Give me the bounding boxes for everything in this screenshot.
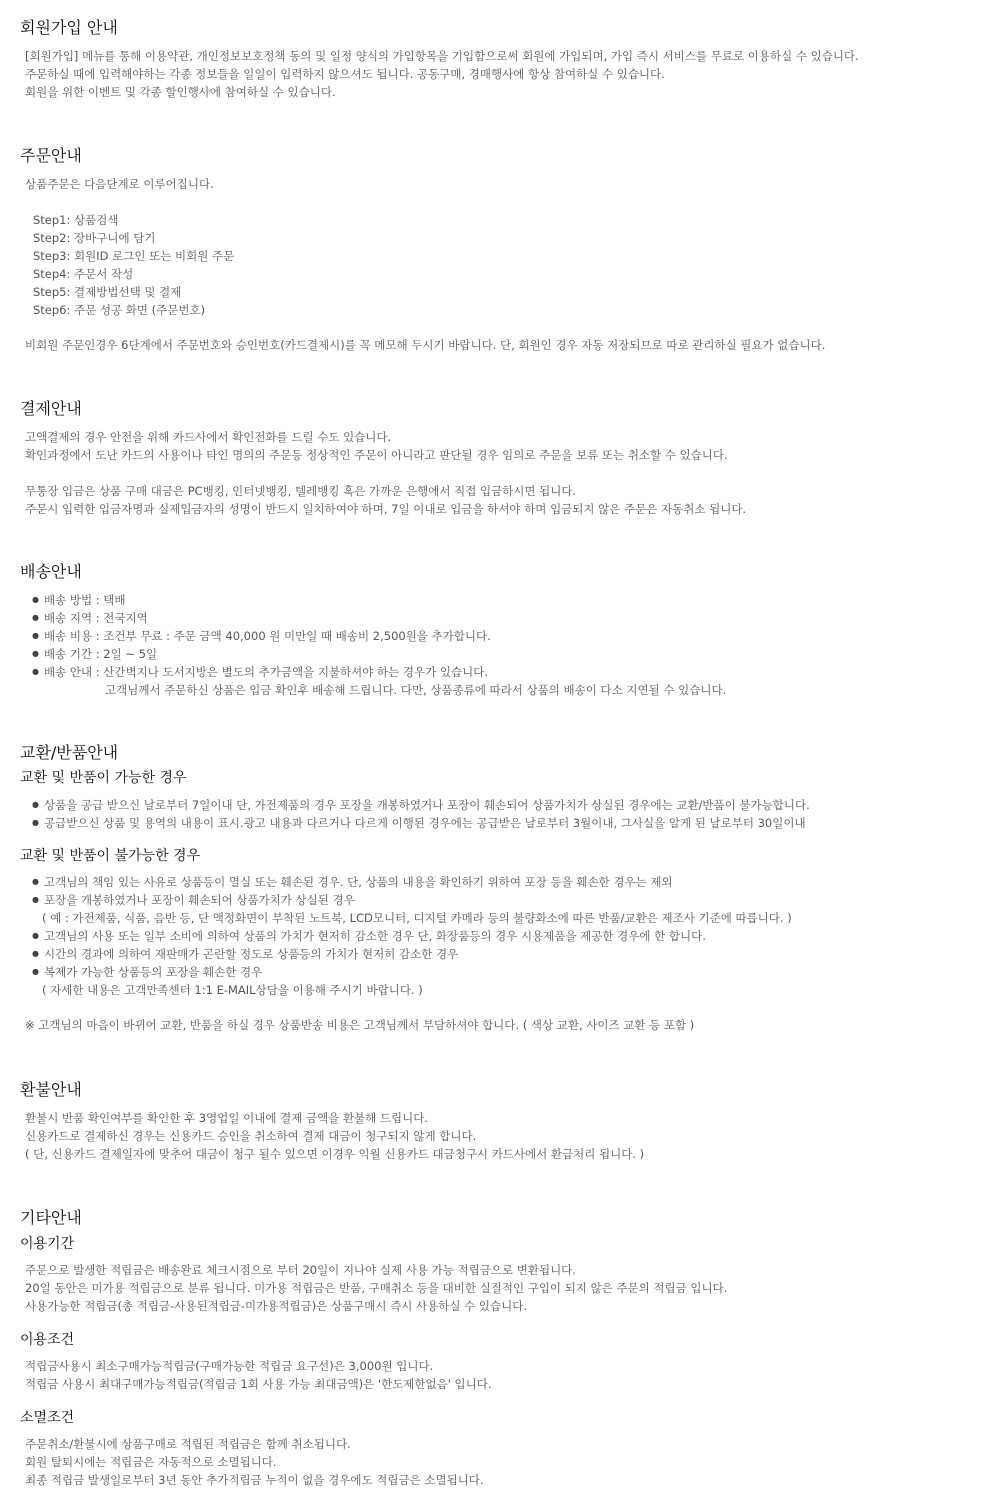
exchange-note: ※ 고객님의 마음이 바뀌어 교환, 반품을 하실 경우 상품반송 비용은 고객님께서 부담하셔야 합니다. ( 색상 교환, 사이즈 교환 등 포함 ) <box>25 1018 695 1032</box>
etc-period-line: 주문으로 발생한 적립금은 배송완료 체크시점으로 부터 20일이 지나야 실제 사용 가능 적립금으로 변환됩니다. <box>25 1263 576 1277</box>
etc-condition-line: 적립금사용시 최소구매가능적립금(구매가능한 적립금 요구선)은 3,000원 입니다. <box>25 1359 434 1373</box>
order-step: Step3: 회원ID 로그인 또는 비회원 주문 <box>33 249 235 263</box>
exchange-paren-note: ( 자세한 내용은 고객만족센터 1:1 E-MAIL상담을 이용해 주시기 바랍니다. ) <box>42 983 423 997</box>
payment-line: 주문시 입력한 입금자명과 실제입금자의 성명이 반드시 일치하여야 하며, 7일 이내로 입금을 하셔야 하며 입금되지 않은 주문은 자동취소 됩니다. <box>25 502 747 516</box>
etc-period-line: 20일 동안은 미가용 적립금으로 분류 됩니다. 미가용 적립금은 반품, 구매취소 등을 대비한 실질적인 구입이 되지 않은 주문의 적립금 입니다. <box>25 1281 728 1295</box>
exchange-possible-item: ● 상품을 공급 받으신 날로부터 7일이내 단, 가전제품의 경우 포장을 개봉하였거나 포장이 훼손되어 상품가치가 상실된 경우에는 교환/반품이 불가능합니다. <box>32 796 810 814</box>
exchange-impossible-item: ● 고객님의 사용 또는 일부 소비에 의하여 상품의 가치가 현저히 감소한 경우 단, 화장품등의 경우 시용제품을 제공한 경우에 한 합니다. <box>32 927 706 945</box>
exchange-possible-title: 교환 및 반품이 가능한 경우 <box>20 770 187 786</box>
payment-title: 결제안내 <box>20 399 82 418</box>
exchange-title: 교환/반품안내 <box>20 743 119 762</box>
shipping-title: 배송안내 <box>20 562 82 581</box>
payment-line: 확인과정에서 도난 카드의 사용이나 타인 명의의 주문등 정상적인 주문이 아니라고 판단될 경우 임의로 주문을 보류 또는 취소할 수 있습니다. <box>25 448 728 462</box>
order-title: 주문안내 <box>20 146 82 165</box>
etc-condition-line: 적립금 사용시 최대구매가능적립금(적립금 1회 사용 가능 최대금액)은 '한도제한없음' 입니다. <box>25 1377 492 1391</box>
order-step: Step5: 결제방법선택 및 결제 <box>33 285 182 299</box>
refund-title: 환불안내 <box>20 1080 82 1099</box>
membership-line: [회원가입] 메뉴를 통해 이용약관, 개인정보보호정책 동의 및 일정 양식의 가입항목을 기입함으로써 회원에 가입되며, 가입 즉시 서비스를 무료로 이용하실 수 있습니다. <box>25 49 859 63</box>
etc-period-line: 사용가능한 적립금(총 적립금-사용된적립금-미가용적립금)은 상품구매시 즉시 사용하실 수 있습니다. <box>25 1299 527 1313</box>
etc-expire-line: 최종 적립금 발생일로부터 3년 동안 추가적립금 누적이 없을 경우에도 적립금은 소멸됩니다. <box>25 1473 484 1487</box>
order-step: Step6: 주문 성공 화면 (주문번호) <box>33 303 206 317</box>
shipping-item: ● 배송 비용 : 조건부 무료 : 주문 금액 40,000 원 미만일 때 배송비 2,500원을 추가합니다. <box>32 627 491 645</box>
exchange-paren-note: ( 예 : 가전제품, 식품, 음반 등, 단 액정화면이 부착된 노트북, LCD모니터, 디지털 카메라 등의 불량화소에 따른 반품/교환은 제조사 기준에 따릅니다. ) <box>42 911 792 925</box>
etc-expire-line: 회원 탈퇴시에는 적립금은 자동적으로 소멸됩니다. <box>25 1455 277 1469</box>
etc-expire-line: 주문취소/환불시에 상품구매로 적립된 적립금은 함께 취소됩니다. <box>25 1437 351 1451</box>
exchange-impossible-item: ● 포장을 개봉하였거나 포장이 훼손되어 상품가치가 상실된 경우 <box>32 891 355 909</box>
exchange-possible-item: ● 공급받으신 상품 및 용역의 내용이 표시.광고 내용과 다르거나 다르게 이행된 경우에는 공급받은 날로부터 3월이내, 그사실을 알게 된 날로부터 30일이내 <box>32 814 806 832</box>
exchange-impossible-item: ● 복제가 가능한 상품등의 포장을 훼손한 경우 <box>32 963 262 981</box>
etc-title: 기타안내 <box>20 1208 82 1227</box>
shipping-item: ● 배송 기간 : 2일 ~ 5일 <box>32 645 157 663</box>
exchange-impossible-item: ● 고객님의 책임 있는 사유로 상품등이 멸실 또는 훼손된 경우. 단, 상품의 내용을 확인하기 위하여 포장 등을 훼손한 경우는 제외 <box>32 873 673 891</box>
refund-line: 신용카드로 결제하신 경우는 신용카드 승인을 취소하여 결제 대금이 청구되지 않게 합니다. <box>25 1129 477 1143</box>
etc-condition-title: 이용조건 <box>20 1332 75 1348</box>
order-step: Step4: 주문서 작성 <box>33 267 134 281</box>
shipping-item: ● 배송 안내 : 산간벽지나 도서지방은 별도의 추가금액을 지불하셔야 하는 경우가 있습니다. <box>32 663 488 681</box>
etc-expire-title: 소멸조건 <box>20 1410 75 1426</box>
membership-title: 회원가입 안내 <box>20 18 118 37</box>
refund-line: 환불시 반품 확인여부를 확인한 후 3영업일 이내에 결제 금액을 환불해 드립니다. <box>25 1111 429 1125</box>
payment-line: 고액결제의 경우 안전을 위해 카드사에서 확인전화를 드릴 수도 있습니다. <box>25 430 392 444</box>
exchange-impossible-title: 교환 및 반품이 불가능한 경우 <box>20 848 201 864</box>
membership-line: 회원을 위한 이벤트 및 각종 할인행사에 참여하실 수 있습니다. <box>25 85 336 99</box>
shipping-item: ● 배송 방법 : 택배 <box>32 591 125 609</box>
shipping-extra: 고객님께서 주문하신 상품은 입금 확인후 배송해 드립니다. 다만, 상품종류에 따라서 상품의 배송이 다소 지연될 수 있습니다. <box>105 683 727 697</box>
order-step: Step1: 상품검색 <box>33 213 119 227</box>
shipping-item: ● 배송 지역 : 전국지역 <box>32 609 148 627</box>
membership-line: 주문하실 때에 입력해야하는 각종 정보들을 일일이 입력하지 않으셔도 됩니다. 공동구매, 경매행사에 항상 참여하실 수 있습니다. <box>25 67 665 81</box>
order-intro: 상품주문은 다음단계로 이루어집니다. <box>25 177 214 191</box>
exchange-impossible-item: ● 시간의 경과에 의하여 재판매가 곤란할 정도로 상품등의 가치가 현저히 감소한 경우 <box>32 945 458 963</box>
order-note: 비회원 주문인경우 6단계에서 주문번호와 승인번호(카드결제시)를 꼭 메모해 두시기 바랍니다. 단, 회원인 경우 자동 저장되므로 따로 관리하실 필요가 없습니다. <box>25 338 826 352</box>
refund-line: ( 단, 신용카드 결제일자에 맞추어 대금이 청구 될수 있으면 이경우 익월 신용카드 대금청구시 카드사에서 환급처리 됩니다. ) <box>25 1147 645 1161</box>
payment-line: 무통장 입금은 상품 구매 대금은 PC뱅킹, 인터넷뱅킹, 텔레뱅킹 혹은 가까운 은행에서 직접 입금하시면 됩니다. <box>25 484 577 498</box>
order-step: Step2: 장바구니에 담기 <box>33 231 156 245</box>
etc-period-title: 이용기간 <box>20 1236 75 1252</box>
